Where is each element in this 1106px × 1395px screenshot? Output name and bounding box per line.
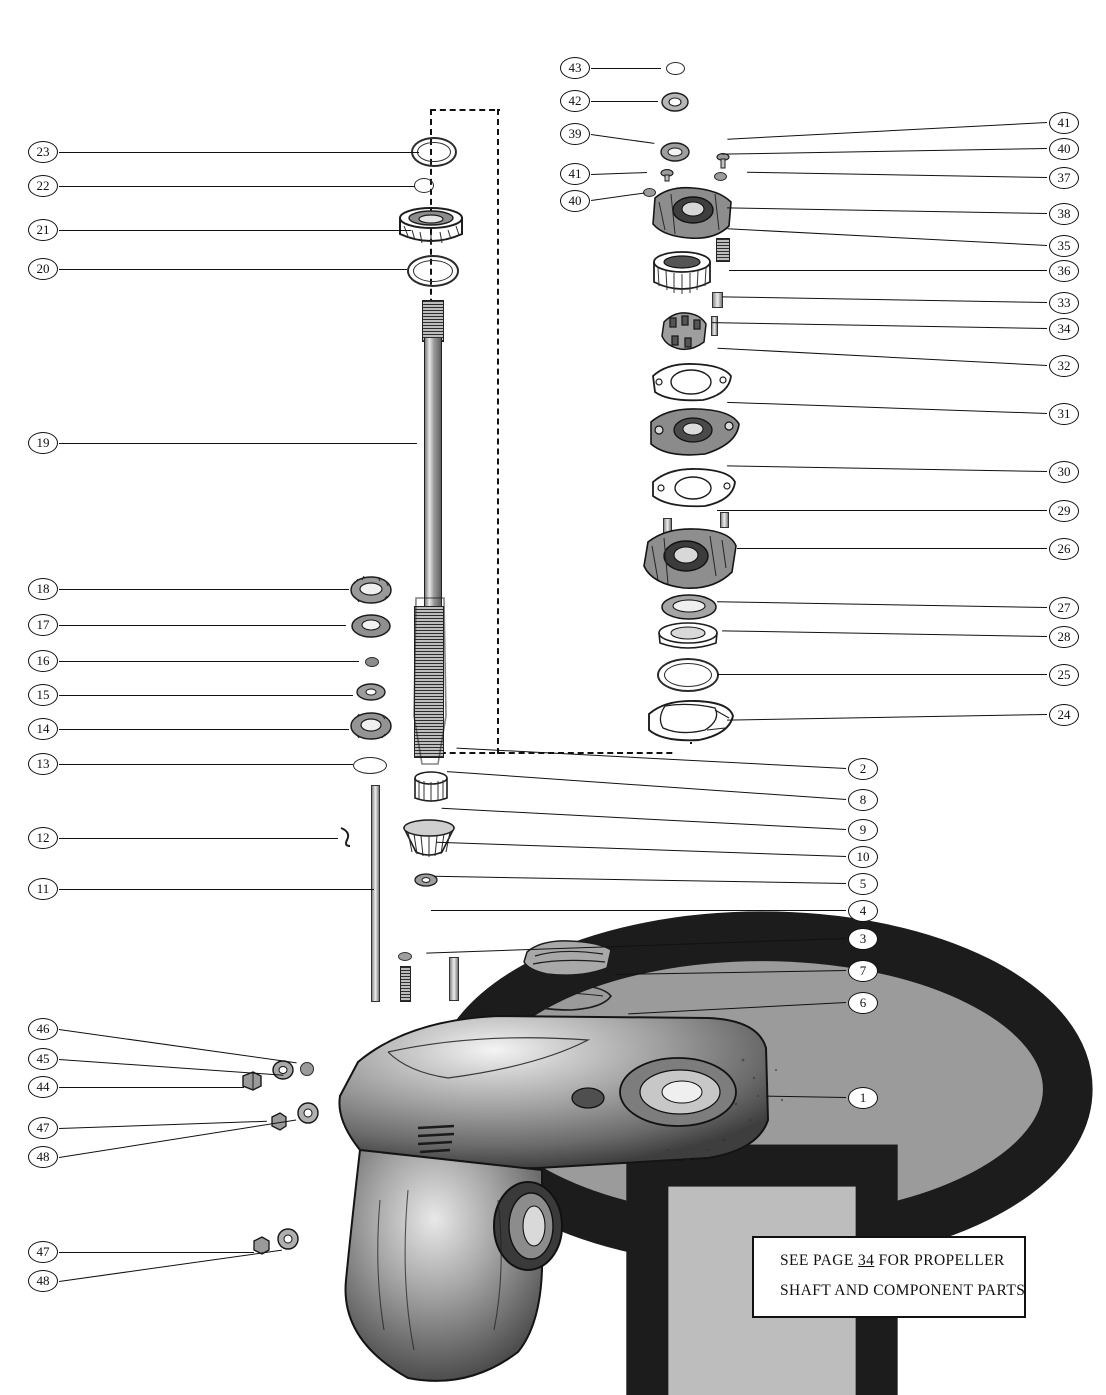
callout-4[interactable]: 4 [848, 900, 878, 922]
callout-28[interactable]: 28 [1049, 626, 1079, 648]
callout-31[interactable]: 31 [1049, 403, 1079, 425]
callout-42[interactable]: 42 [560, 90, 590, 112]
callout-14[interactable]: 14 [28, 718, 58, 740]
leader-line-46 [59, 1029, 297, 1063]
leader-line-8 [447, 771, 846, 800]
part-bearing-28 [657, 622, 719, 654]
leader-line-48 [59, 1119, 296, 1158]
callout-45[interactable]: 45 [28, 1048, 58, 1070]
part-bearing-18 [350, 575, 392, 605]
part-bearing-17 [351, 613, 391, 639]
part-washer-16 [365, 657, 379, 667]
part-end-cap-24 [641, 696, 739, 744]
part-housing-26 [636, 524, 742, 594]
leader-line-11 [59, 889, 374, 890]
callout-40[interactable]: 40 [1049, 138, 1079, 160]
leader-line-47 [59, 1252, 254, 1253]
callout-33[interactable]: 33 [1049, 292, 1079, 314]
callout-3[interactable]: 3 [848, 928, 878, 950]
callout-37[interactable]: 37 [1049, 167, 1079, 189]
note-line-1 [780, 1252, 1008, 1270]
part-key-33 [712, 292, 723, 308]
callout-18[interactable]: 18 [28, 578, 58, 600]
part-bearing-carrier-38 [645, 182, 739, 244]
callout-9[interactable]: 9 [848, 819, 878, 841]
leader-line-37 [747, 172, 1047, 178]
callout-41[interactable]: 41 [1049, 112, 1079, 134]
leader-line-30 [727, 465, 1047, 472]
leader-line-33 [722, 296, 1047, 303]
part-oring-23-inner [417, 142, 451, 162]
callout-48[interactable]: 48 [28, 1270, 58, 1292]
leader-line-16 [59, 661, 359, 662]
leader-line-22 [59, 186, 415, 187]
note-box [752, 1236, 1026, 1318]
part-oring-25-inner [664, 663, 712, 687]
callout-2[interactable]: 2 [848, 758, 878, 780]
leader-line-25 [717, 674, 1047, 675]
leader-line-36 [729, 270, 1047, 271]
leader-line-40 [722, 148, 1047, 155]
leader-line-4 [431, 910, 846, 911]
leader-line-15 [59, 695, 353, 696]
part-screw-41-left [660, 168, 674, 182]
part-oring-13 [353, 757, 387, 774]
callout-48[interactable]: 48 [28, 1146, 58, 1168]
callout-16[interactable]: 16 [28, 650, 58, 672]
leader-line-12 [59, 838, 338, 839]
callout-12[interactable]: 12 [28, 827, 58, 849]
callout-6[interactable]: 6 [848, 992, 878, 1014]
part-pin-35 [716, 238, 730, 262]
leader-line-48 [59, 1250, 282, 1282]
callout-35[interactable]: 35 [1049, 235, 1079, 257]
leader-line-42 [591, 101, 658, 102]
callout-26[interactable]: 26 [1049, 538, 1079, 560]
part-bearing-27 [661, 594, 717, 620]
callout-30[interactable]: 30 [1049, 461, 1079, 483]
leader-line-41 [727, 122, 1047, 140]
part-screw-41-right [716, 152, 730, 170]
leader-line-5 [434, 876, 846, 884]
part-oring-43 [666, 62, 685, 75]
leader-line-13 [59, 764, 353, 765]
leader-line-18 [59, 589, 349, 590]
leader-line-31 [727, 402, 1047, 414]
callout-21[interactable]: 21 [28, 219, 58, 241]
part-plate-30 [641, 404, 745, 460]
leader-line-14 [59, 729, 349, 730]
part-sleeve-2 [413, 770, 449, 806]
part-connector-12 [337, 826, 357, 848]
part-seal-39 [660, 142, 690, 162]
callout-23[interactable]: 23 [28, 141, 58, 163]
part-pinion-gear-8 [402, 818, 456, 860]
leader-line-29 [717, 510, 1047, 511]
note-line-1-pre: SEE PAGE [780, 1252, 858, 1269]
callout-47[interactable]: 47 [28, 1241, 58, 1263]
note-line-2: SHAFT AND COMPONENT PARTS [780, 1282, 1026, 1299]
callout-41[interactable]: 41 [560, 163, 590, 185]
part-bearing-36 [652, 250, 712, 298]
leader-line-26 [737, 548, 1047, 549]
leader-line-17 [59, 625, 346, 626]
callout-20[interactable]: 20 [28, 258, 58, 280]
callout-27[interactable]: 27 [1049, 597, 1079, 619]
part-bearing-21 [398, 206, 464, 250]
part-washer-40-right [714, 172, 727, 181]
callout-5[interactable]: 5 [848, 873, 878, 895]
callout-13[interactable]: 13 [28, 753, 58, 775]
leader-line-38 [727, 207, 1047, 214]
callout-1[interactable]: 1 [848, 1087, 878, 1109]
leader-line-47 [59, 1121, 267, 1129]
part-gasket-29 [645, 464, 741, 510]
part-dowel-pin-3 [449, 957, 459, 1001]
part-dowel-pin-4 [400, 966, 411, 1002]
leader-line-43 [591, 68, 661, 69]
callout-46[interactable]: 46 [28, 1018, 58, 1040]
callout-25[interactable]: 25 [1049, 664, 1079, 686]
callout-47[interactable]: 47 [28, 1117, 58, 1139]
callout-34[interactable]: 34 [1049, 318, 1079, 340]
part-driveshaft-19-upper-spline [422, 300, 444, 342]
leader-line-44 [59, 1087, 244, 1088]
part-driveshaft-19 [424, 338, 442, 608]
leader-line-19 [59, 443, 417, 444]
callout-29[interactable]: 29 [1049, 500, 1079, 522]
callout-7[interactable]: 7 [848, 960, 878, 982]
dashed-group-stub [497, 109, 499, 754]
leader-line-10 [436, 842, 846, 857]
leader-line-32 [717, 348, 1047, 366]
part-driveshaft-19-taper [408, 596, 452, 766]
part-gear-housing-1 [288, 1000, 788, 1390]
part-clutch-32 [656, 310, 714, 354]
callout-22[interactable]: 22 [28, 175, 58, 197]
callout-17[interactable]: 17 [28, 614, 58, 636]
part-washer-5 [398, 952, 412, 961]
leader-line-24 [727, 714, 1047, 721]
callout-44[interactable]: 44 [28, 1076, 58, 1098]
callout-32[interactable]: 32 [1049, 355, 1079, 377]
callout-24[interactable]: 24 [1049, 704, 1079, 726]
leader-line-21 [59, 230, 411, 231]
callout-38[interactable]: 38 [1049, 203, 1079, 225]
leader-line-34 [712, 322, 1047, 329]
leader-line-20 [59, 269, 407, 270]
part-block-7 [521, 938, 616, 980]
part-seal-42 [661, 92, 689, 112]
note-line-1-post: FOR PROPELLER [874, 1252, 1005, 1269]
callout-19[interactable]: 19 [28, 432, 58, 454]
part-oring-20-inner [413, 260, 453, 282]
part-bearing-14 [350, 711, 392, 741]
leader-line-9 [442, 808, 846, 830]
callout-8[interactable]: 8 [848, 789, 878, 811]
leader-line-27 [717, 601, 1047, 608]
part-gasket-31 [645, 360, 737, 404]
part-oring-22 [414, 178, 434, 193]
note-page-number: 34 [857, 1252, 875, 1269]
callout-39[interactable]: 39 [560, 123, 590, 145]
callout-10[interactable]: 10 [848, 846, 878, 868]
part-washer-15 [356, 683, 386, 701]
leader-line-23 [59, 152, 419, 153]
dashed-box-mask-bottom-right [676, 744, 700, 758]
callout-40[interactable]: 40 [560, 190, 590, 212]
leader-line-35 [727, 228, 1047, 246]
leader-line-28 [722, 630, 1047, 637]
callout-15[interactable]: 15 [28, 684, 58, 706]
callout-36[interactable]: 36 [1049, 260, 1079, 282]
callout-11[interactable]: 11 [28, 878, 58, 900]
callout-43[interactable]: 43 [560, 57, 590, 79]
part-shift-rod-11 [371, 785, 380, 1002]
